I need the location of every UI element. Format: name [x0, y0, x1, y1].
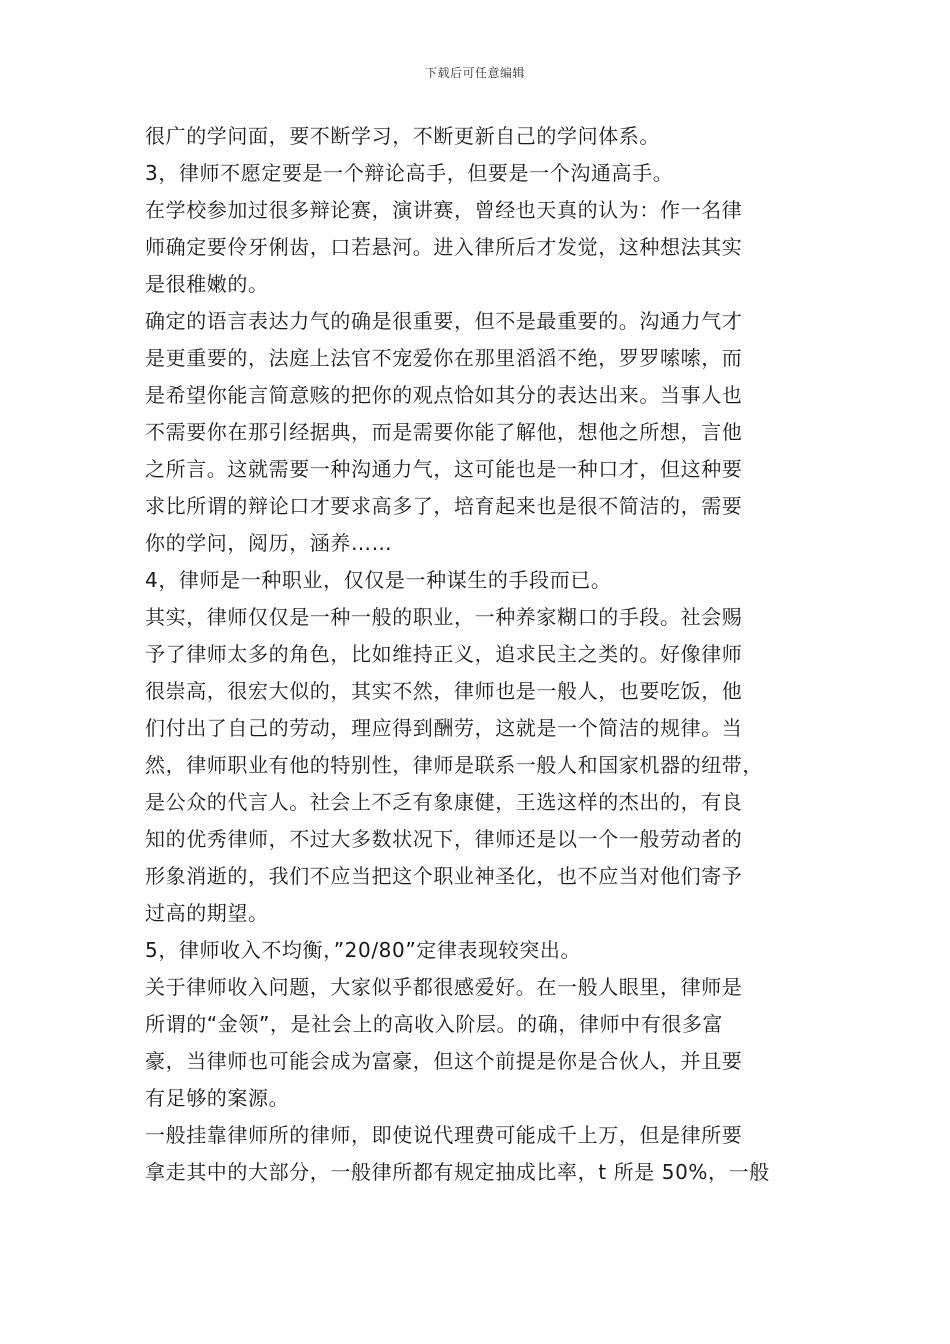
text-line: 是很稚嫩的。: [145, 272, 269, 296]
text-line: 5，律师收入不均衡，”20/80”定律表现较突出。: [145, 938, 582, 962]
text-line: 豪，当律师也可能会成为富豪，但这个前提是你是合伙人，并且要: [145, 1049, 743, 1073]
page-header: 下载后可任意编辑: [424, 66, 525, 80]
text-line: 很广的学问面，要不断学习，不断更新自己的学问体系。: [145, 124, 660, 148]
text-line: 你的学问，阅历，涵养……: [145, 531, 393, 555]
text-line: 是公众的代言人。社会上不乏有象康健，王选这样的杰出的，有良: [145, 790, 743, 814]
text-line: 在学校参加过很多辩论赛，演讲赛，曾经也天真的认为：作一名律: [145, 198, 743, 222]
text-line: 过高的期望。: [145, 901, 269, 925]
text-line: 师确定要伶牙俐齿，口若悬河。进入律所后才发觉，这种想法其实: [145, 235, 743, 259]
text-line: 关于律师收入问题，大家似乎都很感爱好。在一般人眼里，律师是: [145, 975, 743, 999]
text-line: 3，律师不愿定要是一个辩论高手，但要是一个沟通高手。: [145, 161, 674, 185]
text-line: 予了律师太多的角色，比如维持正义，追求民主之类的。好像律师: [145, 642, 743, 666]
text-line: 有足够的案源。: [145, 1086, 290, 1110]
text-line: 拿走其中的大部分，一般律所都有规定抽成比率，t 所是 50%，一般: [145, 1160, 770, 1184]
text-line: 所谓的“金领”，是社会上的高收入阶层。的确，律师中有很多富: [145, 1012, 724, 1036]
text-line: 确定的语言表达力气的确是很重要，但不是最重要的。沟通力气才: [145, 309, 743, 333]
text-line: 是希望你能言简意赅的把你的观点恰如其分的表达出来。当事人也: [145, 383, 743, 407]
text-line: 形象消逝的，我们不应当把这个职业神圣化，也不应当对他们寄予: [145, 864, 743, 888]
text-line: 不需要你在那引经据典，而是需要你能了解他，想他之所想，言他: [145, 420, 743, 444]
text-line: 4，律师是一种职业，仅仅是一种谋生的手段而已。: [145, 568, 612, 592]
text-line: 之所言。这就需要一种沟通力气，这可能也是一种口才，但这种要: [145, 457, 743, 481]
text-line: 是更重要的，法庭上法官不宠爱你在那里滔滔不绝，罗罗嗦嗦，而: [145, 346, 743, 370]
text-line: 其实，律师仅仅是一种一般的职业，一种养家糊口的手段。社会赐: [145, 605, 743, 629]
text-line: 知的优秀律师，不过大多数状况下，律师还是以一个一般劳动者的: [145, 827, 743, 851]
text-line: 们付出了自己的劳动，理应得到酬劳，这就是一个简洁的规律。当: [145, 716, 743, 740]
text-line: 然，律师职业有他的特别性，律师是联系一般人和国家机器的纽带，: [145, 753, 763, 777]
text-line: 很崇高，很宏大似的，其实不然，律师也是一般人，也要吃饭，他: [145, 679, 743, 703]
document-body: [145, 118, 810, 1191]
text-line: 求比所谓的辩论口才要求高多了，培育起来也是很不简洁的，需要: [145, 494, 743, 518]
text-line: 一般挂靠律师所的律师，即使说代理费可能成千上万，但是律所要: [145, 1123, 743, 1147]
